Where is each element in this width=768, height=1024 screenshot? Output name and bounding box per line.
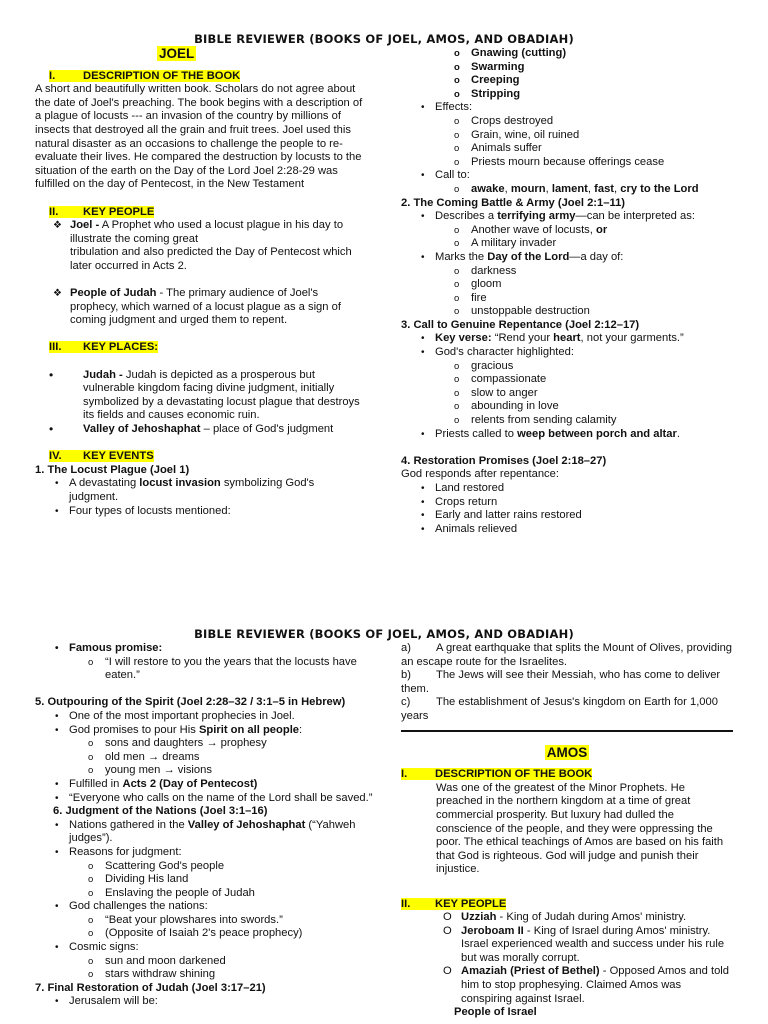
- callto-label: • Call to:: [401, 169, 741, 183]
- page-header: BIBLE REVIEWER (BOOKS OF JOEL, AMOS, AND OBADIAH): [194, 32, 574, 46]
- list-item: • Key verse: “Rend your heart, not your garments.”: [401, 332, 741, 346]
- list-subitem: o Another wave of locusts, or: [401, 224, 741, 238]
- joel-people-heading: II. KEY PEOPLE: [49, 205, 155, 218]
- list-subitem: o young men → visions: [35, 764, 375, 778]
- section-outpouring-title: 5. Outpouring of the Spirit (Joel 2:28–32 / 3:1–5 in Hebrew): [35, 696, 346, 709]
- prophecy-item-c: c) The establishment of Jesus's kingdom on Earth for 1,000 years: [401, 696, 718, 722]
- amos-right-column: [401, 642, 733, 1020]
- amos-title: AMOS: [546, 744, 588, 760]
- list-item: • Jerusalem will be:: [35, 995, 375, 1009]
- list-item: • Four types of locusts mentioned:: [35, 505, 365, 519]
- list-subitem: o gracious: [401, 360, 741, 374]
- amos-description: Was one of the greatest of the Minor Prophets. He preached in the northern kingdom at a time of great commercial prosperity. But luxury had dulled the conscience of the people, and they were oppressing the poor. The ethical teachings of Amos are based on his faith that God is righteous. God will judge and punish their injustice.: [436, 781, 724, 876]
- person-amaziah: O Amaziah (Priest of Bethel) - Opposed Amos and told him to stop prophesying. Claimed Amos was conspiring against Israel.: [443, 965, 729, 1005]
- list-subitem: o stars withdraw shining: [35, 968, 375, 982]
- list-item: • God challenges the nations:: [35, 900, 375, 914]
- section-repentance-title: 3. Call to Genuine Repentance (Joel 2:12–17): [401, 318, 640, 331]
- list-item: • Reasons for judgment:: [35, 846, 375, 860]
- joel-events-heading: IV. KEY EVENTS: [49, 450, 154, 463]
- list-subitem: o sun and moon darkened: [35, 955, 375, 969]
- prophecy-item-a: a) A great earthquake that splits the Mount of Olives, providing an escape route for the Israelites.: [401, 642, 733, 668]
- effect-item: o Animals suffer: [401, 142, 741, 156]
- list-subitem: o unstoppable destruction: [401, 305, 741, 319]
- list-subitem: o slow to anger: [401, 387, 741, 401]
- list-item: • God's character highlighted:: [401, 346, 741, 360]
- effect-item: o Priests mourn because offerings cease: [401, 156, 741, 170]
- effect-item: o Grain, wine, oil ruined: [401, 129, 741, 143]
- list-item: • Priests called to weep between porch and altar.: [401, 428, 741, 442]
- joel-title: JOEL: [159, 46, 195, 61]
- list-subitem: o Enslaving the people of Judah: [35, 887, 375, 901]
- list-subitem: o compassionate: [401, 373, 741, 387]
- joel-desc-heading: I. DESCRIPTION OF THE BOOK: [49, 69, 241, 82]
- list-subitem: o Dividing His land: [35, 873, 375, 887]
- list-item: • Describes a terrifying army—can be interpreted as:: [401, 210, 741, 224]
- section-restoration-title: 4. Restoration Promises (Joel 2:18–27): [401, 454, 607, 467]
- page-two: [0, 610, 768, 1024]
- list-subitem: o fire: [401, 292, 741, 306]
- list-item: • Land restored: [401, 482, 741, 496]
- list-item: • Crops return: [401, 496, 741, 510]
- locust-type-item: o Stripping: [401, 88, 741, 102]
- place-valley-of-jehoshaphat: • Valley of Jehoshaphat – place of God's judgment: [49, 422, 334, 437]
- callto-item: o awake, mourn, lament, fast, cry to the Lord: [401, 183, 741, 197]
- list-subitem: o Scattering God's people: [35, 860, 375, 874]
- joel-places-heading: III. KEY PLACES:: [49, 341, 159, 354]
- list-subitem: o “Beat your plowshares into swords.”: [35, 914, 375, 928]
- list-item: • Marks the Day of the Lord—a day of:: [401, 251, 741, 265]
- locust-type-item: o Swarming: [401, 61, 741, 75]
- joel-right-column: [401, 47, 741, 536]
- page-header: BIBLE REVIEWER (BOOKS OF JOEL, AMOS, AND OBADIAH): [194, 627, 574, 641]
- person-people-of-judah: ❖ People of Judah - The primary audience of Joel's prophecy, which warned of a locust plague as a sign of coming judgment and urged them to repent.: [53, 287, 341, 327]
- prophecy-item-b: b) The Jews will see their Messiah, who has come to deliver them.: [401, 669, 721, 695]
- list-item: • One of the most important prophecies in Joel.: [35, 710, 375, 724]
- famous-promise-label: • Famous promise:: [35, 642, 375, 656]
- event-locust-plague-title: 1. The Locust Plague (Joel 1): [35, 463, 190, 476]
- list-item: • Animals relieved: [401, 523, 741, 537]
- list-subitem: o A military invader: [401, 237, 741, 251]
- list-item: • God promises to pour His Spirit on all people:: [35, 724, 375, 738]
- amos-desc-heading: I. DESCRIPTION OF THE BOOK: [401, 768, 593, 781]
- locust-type-item: o Creeping: [401, 74, 741, 88]
- list-subitem: o gloom: [401, 278, 741, 292]
- list-item: • Early and latter rains restored: [401, 509, 741, 523]
- people-of-israel-label: People of Israel: [454, 1006, 537, 1019]
- place-judah: • Judah - Judah is depicted as a prosperous but vulnerable kingdom facing divine judgment, initially symbolized by a devastating locust plague that destroys its fields and causes economic ruin.: [49, 367, 360, 422]
- restoration-intro: God responds after repentance:: [401, 468, 559, 481]
- list-item: • A devastating locust invasion symbolizing God's judgment.: [35, 477, 365, 504]
- joel-description: A short and beautifully written book. Scholars do not agree about the date of Joel's preaching. The book begins with a description of a plague of locusts --- an invasion of the country by millions of insects that destroyed all the grain and fruit trees. Joel used this natural disaster as an occasions to challenge the people to re-evaluate their lives. He compared the destruction by locusts to the situation of the earth on the Day of the Lord Joel 2:28-29 was fulfilled on the day of Pentecost, in the New Testament: [35, 83, 363, 191]
- section-final-restoration-title: 7. Final Restoration of Judah (Joel 3:17–21): [35, 981, 266, 994]
- list-subitem: o relents from sending calamity: [401, 414, 741, 428]
- locust-type-item: o Gnawing (cutting): [401, 47, 741, 61]
- joel-left-column: [35, 47, 365, 518]
- list-subitem: o darkness: [401, 265, 741, 279]
- famous-promise-quote: o “I will restore to you the years that the locusts have eaten.”: [35, 656, 375, 683]
- effect-item: o Crops destroyed: [401, 115, 741, 129]
- section-judgment-title: 6. Judgment of the Nations (Joel 3:1–16): [53, 805, 268, 818]
- person-uzziah: O Uzziah - King of Judah during Amos' ministry.: [443, 911, 687, 924]
- list-item: • “Everyone who calls on the name of the Lord shall be saved.”: [35, 792, 375, 806]
- list-subitem: o old men → dreams: [35, 751, 375, 765]
- person-joel: ❖ Joel - A Prophet who used a locust plague in his day to illustrate the coming great tribulation and also predicted the Day of Pentecost which later occurred in Acts 2.: [53, 219, 352, 272]
- joel-continued-left-column: [35, 642, 375, 1009]
- list-item: • Cosmic signs:: [35, 941, 375, 955]
- person-jeroboam-ii: O Jeroboam II - King of Israel during Amos' ministry. Israel experienced wealth and success under his rule but was morally corrupt.: [443, 924, 725, 964]
- list-subitem: o abounding in love: [401, 400, 741, 414]
- amos-people-heading: II. KEY PEOPLE: [401, 897, 507, 910]
- list-item: • Fulfilled in Acts 2 (Day of Pentecost): [35, 778, 375, 792]
- list-subitem: o sons and daughters → prophesy: [35, 737, 375, 751]
- section-coming-battle-title: 2. The Coming Battle & Army (Joel 2:1–11): [401, 196, 626, 209]
- effects-label: • Effects:: [401, 101, 741, 115]
- section-divider: [401, 730, 733, 732]
- list-subitem: o (Opposite of Isaiah 2's peace prophecy): [35, 927, 375, 941]
- list-item: • Nations gathered in the Valley of Jehoshaphat (“Yahweh judges”).: [35, 819, 375, 846]
